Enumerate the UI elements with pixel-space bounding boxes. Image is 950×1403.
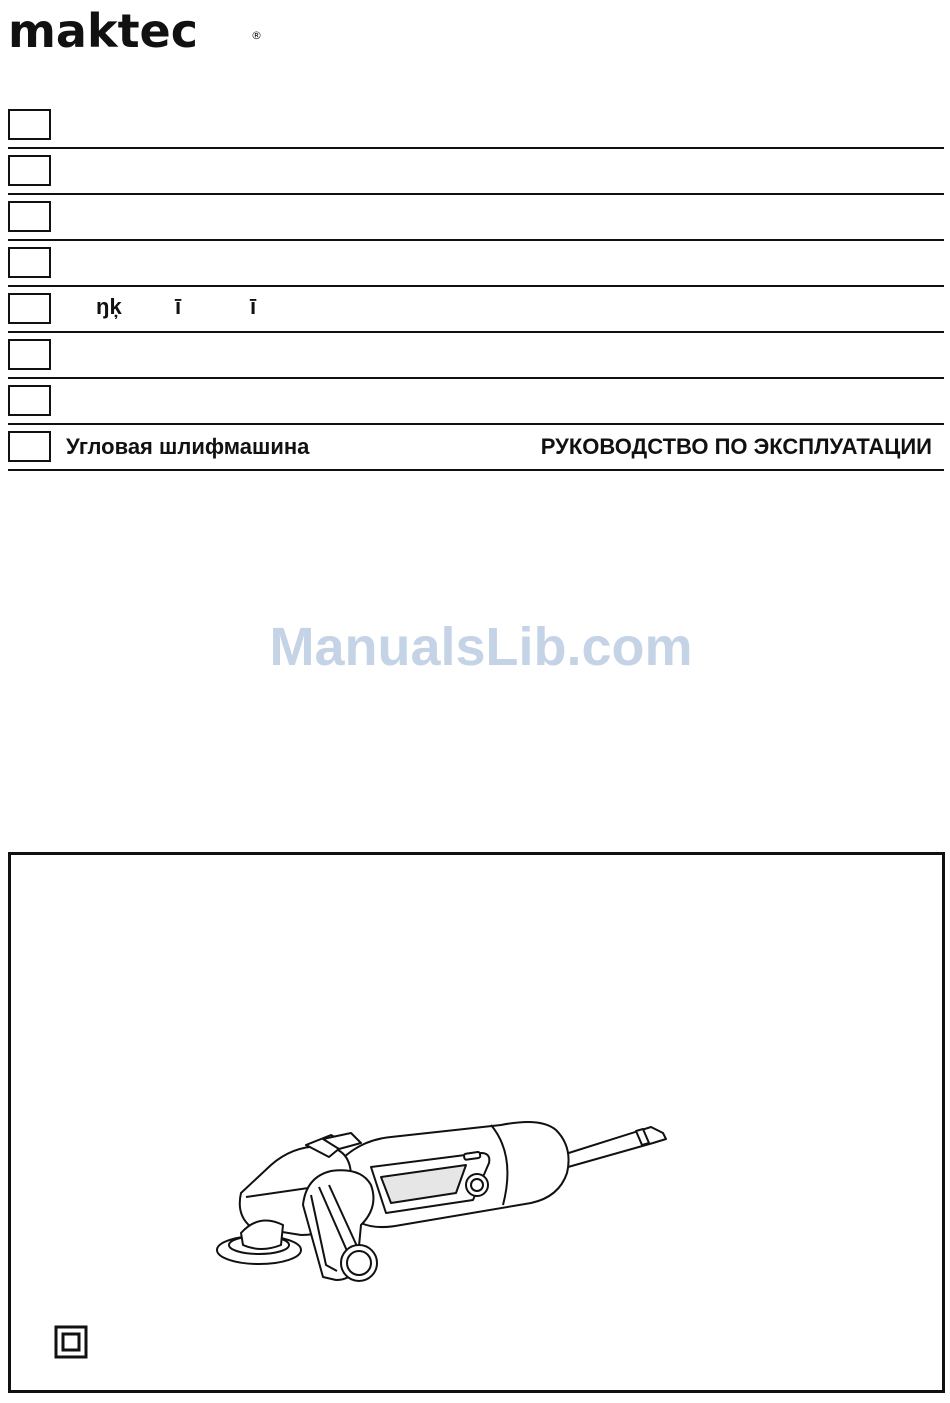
language-row <box>8 379 944 425</box>
language-code-box <box>8 155 51 186</box>
language-row <box>8 425 944 471</box>
glyph-fragment: ī <box>175 294 182 319</box>
language-code-box <box>8 109 51 140</box>
language-code-box <box>8 385 51 416</box>
language-row <box>8 241 944 287</box>
language-code-box <box>8 431 51 462</box>
language-row <box>8 195 944 241</box>
product-title: Угловая шлифмашина <box>66 434 310 459</box>
language-code-box <box>8 293 51 324</box>
double-insulation-icon <box>54 1325 88 1359</box>
language-code-box <box>8 201 51 232</box>
language-row <box>8 103 944 149</box>
language-code-box <box>8 339 51 370</box>
language-row <box>8 149 944 195</box>
cover-illustration-frame <box>8 852 945 1393</box>
language-row <box>8 287 944 333</box>
angle-grinder-illustration <box>211 1085 681 1285</box>
glyph-fragment: ŋķ <box>96 294 122 319</box>
language-row <box>8 333 944 379</box>
language-table <box>8 103 944 471</box>
language-code-box <box>8 247 51 278</box>
registered-mark: ® <box>251 29 262 42</box>
glyph-fragment: ī <box>250 294 257 319</box>
document-type: РУКОВОДСТВО ПО ЭКСПЛУАТАЦИИ <box>540 434 932 459</box>
watermark: ManualsLib.com <box>269 617 693 677</box>
brand-logo <box>8 4 262 58</box>
brand-name: maktec <box>8 4 199 58</box>
